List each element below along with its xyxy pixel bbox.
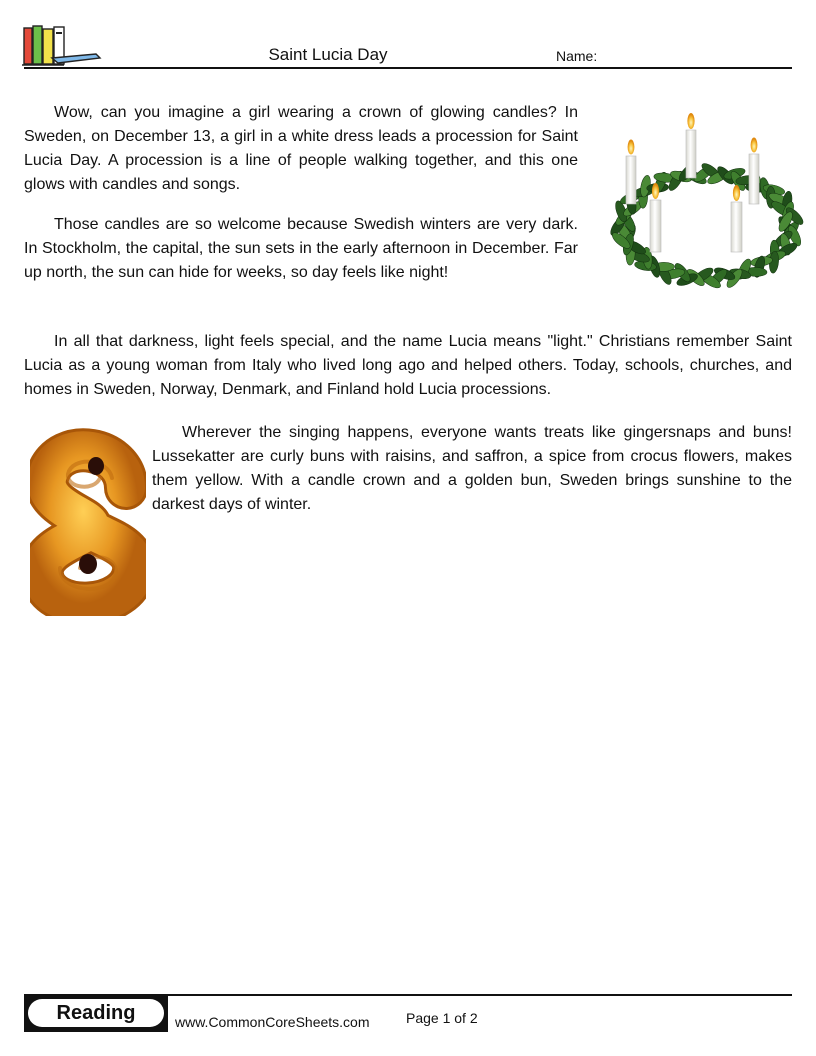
page-number: Page 1 of 2	[406, 1010, 478, 1026]
paragraph-1: Wow, can you imagine a girl wearing a crown of glowing candles? In Sweden, on December 13, a girl in a white dress leads a procession for Saint Lucia Day. A procession is a line of people walking together, and this one glows with candles and songs.	[24, 104, 578, 193]
wreath-front-candles	[650, 183, 742, 252]
paragraph-4: Wherever the singing happens, everyone wants treats like gingersnaps and buns! Lussekatter are curly buns with raisins, and saffron, a spice from crocus flowers, makes them yellow. With a candle crown and a golden bun, Sweden brings sunshine to the darkest days of winter.	[152, 424, 792, 513]
subject-badge-label: Reading	[28, 999, 164, 1027]
subject-badge	[24, 996, 168, 1032]
site-url: www.CommonCoreSheets.com	[175, 1014, 370, 1030]
paragraph-2: Those candles are so welcome because Swedish winters are very dark. In Stockholm, the capital, the sun sets in the early afternoon in December. Far up north, the sun can hide for weeks, so day feels like night!	[24, 216, 578, 281]
page-title: Saint Lucia Day	[268, 45, 388, 64]
header-divider	[24, 67, 792, 69]
candle-wreath-image	[604, 108, 810, 298]
name-label: Name:	[556, 48, 598, 64]
laurel-leaves-front	[610, 229, 799, 291]
laurel-leaves	[608, 161, 806, 248]
paragraph-3: In all that darkness, light feels special, and the name Lucia means "light." Christians remember Saint Lucia as a young woman from Italy who lived long ago and helped others. Today, schools, churches, and homes in Sweden, Norway, Denmark, and Finland hold Lucia processions.	[24, 333, 792, 398]
lussekatt-bun-image	[30, 426, 146, 616]
books-logo-icon	[22, 24, 102, 68]
